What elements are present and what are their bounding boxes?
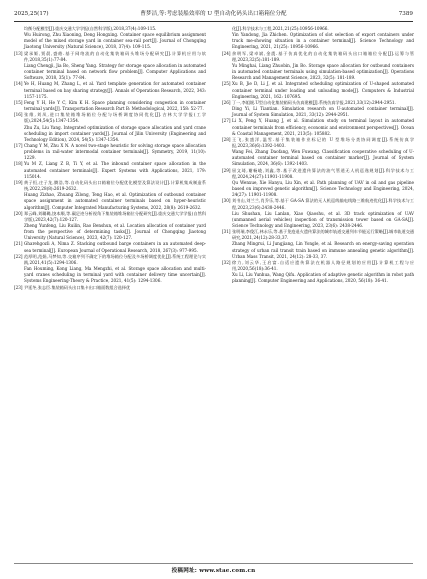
reference-text-english: Yu M Z, Liang Z B, Ti Y, et al. The inbound container space allocation in the automated container terminals[J]. Expert Systems with Applications, 2021, 179: 115014. <box>24 161 206 179</box>
reference-text-english: Gharehgozli A, Nima Z. Stacking outbound barge containers in an automated deep-sea terminal[J]. European Journal of Operational Research, 2018, 267(3): 977-995. <box>24 241 206 253</box>
running-header <box>14 9 413 22</box>
reference-text-english: Huang Zizhao, Zhuang Zilong, Teng Hao, et al. Optimization of outbound container space assignment in automated container terminals based on hyper-heuristic algorithm[J]. Computer Integrated Manufacturing Systems, 2022, 28(8): 2619-2632. <box>24 192 206 210</box>
reference-text-chinese: 王飞,张盛洋,温雪.基于集装箱作业标记的 U 型堆场分类协同调度[J].系统仿真学报,2023,36(6):1392-1403. <box>232 136 414 148</box>
reference-text-english: Liu Shushan, Liu Lanlan, Xiao Qiaoshu, et al. 3D track optimization of UAV (unmanned aerial vehicles) inspection of transmission tower based on GA-SA[J]. Science Technology and Engineering, 2023, 23(6): 2438-2446. <box>232 210 414 228</box>
reference-text-chinese: 丁一,李姐媛.U型自动化集装箱码头仿真建模[J].系统仿真学报,2021,33(12):2944-2951. <box>232 99 396 105</box>
reference-number: [19] <box>14 179 23 185</box>
reference-number: [15] <box>14 99 23 105</box>
submission-url: 投稿网址: www.stae.com.cn <box>171 568 256 574</box>
reference-entry <box>14 143 206 161</box>
reference-entry <box>222 168 414 199</box>
reference-text-chinese: 刘书山,刘兰兰,肖乔乐,等.基于 GA-SA 算法的无人机巡线输电线路三维航迹优化[J].科学技术与工程,2023,23(6):2438-2446. <box>232 198 414 210</box>
reference-entry <box>222 100 414 118</box>
reference-number: [26] <box>222 99 231 105</box>
reference-text-english: Li X, Peng Y, Huang J, et al. Simulation study on terminal layout in automated container terminals from efficiency, economic and environment perspectives[J]. Ocean & Coastal Management, 2021, 213(5): 105882. <box>232 118 414 136</box>
reference-number: [30] <box>222 198 231 204</box>
reference-entry <box>14 51 206 82</box>
reference-entry <box>14 211 206 242</box>
reference-number: [16] <box>14 112 23 118</box>
reference-text-chinese: 范厚明,范娟,马梦知,等.交箱序列不确定下的堆场箱位分配及多场桥调度优化[J].系统工程理论与实践,2021,41(5):1294-1306. <box>24 253 206 265</box>
page-number: 7389 <box>398 11 413 17</box>
reference-text-english: Fan Houming, Kong Liang, Ma Mengzhi, et al. Storage space allocation and multi-yard cranes scheduling in terminal yard with container delivery time uncertain[J]. Systems Engineering-Theory & Practice, 2021, 41(5): 1294-1306. <box>24 266 206 284</box>
reference-number: [13] <box>14 50 23 56</box>
reference-entry <box>14 81 206 99</box>
reference-number: [24] <box>222 50 231 56</box>
reference-number: [18] <box>14 161 23 167</box>
reference-number: [25] <box>222 81 231 87</box>
reference-text-english: Wu Huirong, Zhu Xiaoning, Deng Hongxing. Container space equilibrium assignment model of the mixed storage yard in container sea-rail port[J]. Journal of Chongqing Jiaotong University (Natural Science), 2018, 37(4): 109-115. <box>24 32 206 50</box>
reference-number: [20] <box>14 210 23 216</box>
reference-text-chinese: 均衡分配模型[J].重庆交通大学学报(自然科学版),2018,37(4):109-115. <box>24 26 157 31</box>
reference-number: [14] <box>14 81 23 87</box>
reference-entry <box>14 112 206 143</box>
reference-text-chinese: 张维,刘凤,进口集装箱堆场箱位分配与场桥调度协同优化[J].吉林大学学报(工学版),2024,54(5):1347-1354. <box>24 112 206 124</box>
reference-text-english: Chang Y M, Zhu X N. A novel two-stage heuristic for solving storage space allocation problems in rail-water intermodal container terminals[J]. Symmetry, 2019, 11(10): 1229. <box>24 142 206 161</box>
reference-entry <box>14 180 206 211</box>
reference-text-english: Zheng Yunfeng, Liu Ruilin, Rao Benshun, et al. Location allocation of container yard from the perspective of determining tasks[J]. Journal of Chongqing Jiaotong University (Natural Science), 2023, 42(7): 120-127. <box>24 223 206 241</box>
reference-entry <box>222 229 414 260</box>
reference-column-left <box>14 26 206 291</box>
reference-entry <box>222 198 414 229</box>
reference-text-english: Feng Y H, He Y C, Kim K H. Space planning considering congestion in container terminal yards[J]. Transportation Research Part B: Methodological, 2022, 158: 52-77. <box>24 99 206 112</box>
reference-entry <box>14 254 206 285</box>
reference-text-chinese: 张明瑞,李俊江,林永乐,等.基于免疫退火遗传算法的城市轨道交通列车节能运行策略[J].城市轨道交通研究,2021,24(12):28-33,37. <box>232 229 414 241</box>
reference-text-chinese: 化[J].科学技术与工程,2021,21(25):10956-10966. <box>232 26 329 31</box>
reference-text-english: Xu Li, Liu Yunhua, Wang Qifu. Application of adaptive genetic algorithm in robot path planning[J]. Computer Engineering and Applications, 2020, 56(18): 36-41. <box>232 272 414 284</box>
reference-text-english: Liang Chengji, Jia Bo, Sheng Yang. Strategy for storage space allocation in automated container terminal based on network flow problem[J]. Computer Applications and Software, 2018, 35(1): 77-84. <box>24 62 206 81</box>
reference-number: [28] <box>222 136 231 142</box>
reference-text-english: Ye H, Huang M, Zhang L, et al. Yard template generation for automated container terminal based on bay sharing strategy[J]. Annals of Operations Research, 2022, 343: 1157-1175. <box>24 81 206 99</box>
reference-text-chinese: 尹延冬,张志臣.集装箱码头出口集卡出口箱面数组合选择优 <box>24 284 131 290</box>
reference-text-english: Wang Fei, Zhang Daofang, Wen Fuwang. Classification cooperative scheduling of U-automated container terminal based on container marker[J]. Journal of System Simulation, 2024, 36(6): 1392-1403. <box>232 149 414 167</box>
reference-entry <box>14 100 206 112</box>
reference-text-english: Yu Minghai, Liang Zhuobin, Jin Bo. Storage space allocation for outbound containers in automated container terminals using simulation-based optimization[J]. Operations Research and Management Science, 2023, 32(5): 181-189. <box>232 62 414 81</box>
reference-text-chinese: 屈文琦,谢畅峻,刘鑫,等.基于改进遗传算法的油气管道无人机巡逸规划[J].科学技术与工程,2024,24(27):11901-11908. <box>232 167 414 179</box>
reference-text-chinese: 黄子恒,庄子龙,腾浩,等.自动化码头出口箱箱位分配优化模型及算法设计[J].计算机集成制造系统,2022,28(8):2619-2632. <box>24 179 206 192</box>
reference-number: [17] <box>14 142 23 148</box>
reference-number: [23] <box>14 284 23 290</box>
reference-text-chinese: 郑云峰,刘璐璐,饶本顺,等.碳足迹分析视角下集装箱堆场箱位分配研究[J].重庆交通大学学报(自然科学版),2023,42(7):120-127. <box>24 210 206 222</box>
reference-text-english: Qu Wenxue, Xie Hanyu, Liu Xin, et al. Path planning of UAV in oil and gas pipeline based on improved genetic algorithm[J]. Science Technology and Engineering, 2024, 24(27): 11901-11908. <box>232 179 414 198</box>
reference-text-english: Zhang Mingrui, Li Jungjiang, Lin Yongle, et al. Research on energy-saving operation strategy of urban rail transit train based on immune annealing genetic algorithm[J]. Urban Mass Transit, 2021, 24(12): 28-33, 37. <box>232 241 414 259</box>
reference-text-english: Ding Yi, Li Tiantian. Simulation research on U-automated container terminal[J]. Journal of System Simulation, 2021, 33(12): 2944-2951. <box>232 106 414 118</box>
reference-text-english: Yin Yandong, Jia Zhichen. Optimization of slot selection of export containers under truck me-showing situation in a container terminal[J]. Science Technology and Engineering, 2021, 21(25): 10956-10966. <box>232 32 414 50</box>
reference-entry <box>222 137 414 168</box>
reference-entry <box>222 81 414 99</box>
reference-entry <box>14 241 206 253</box>
reference-entry <box>14 161 206 179</box>
reference-number: [22] <box>14 253 23 259</box>
reference-number: [27] <box>222 118 231 124</box>
article-title-header: 曹梦洁,等:考虑装船效率的 U 型自动化码头出口箱箱位分配 <box>140 11 287 17</box>
reference-entry <box>14 285 206 291</box>
reference-text-chinese: 徐力,刘云华,王启富.自适应遗传算法在机器人路径规划的应用[J].计算机工程与应用,2020,56(18):36-41. <box>232 259 414 272</box>
reference-text-chinese: 梁承姬,贾晨,盛皓.基于网络流的自动化集装箱码头堆场分配研究[J].计算机应用与软件,2018,35(1):77-84. <box>24 50 206 62</box>
journal-issue: 2025,25(17) <box>14 11 49 17</box>
reference-column-right <box>222 26 414 285</box>
footer-divider <box>14 563 413 564</box>
reference-entry <box>222 260 414 285</box>
reference-number: [29] <box>222 167 231 173</box>
reference-text-english: Zhu Zu, Liu Yang. Integrated optimization of storage space allocation and yard crane scheduling in import container yards[J]. Journal of Jilin University (Engineering and Technology Edition), 2024, 54(5): 1347-1354. <box>24 124 206 142</box>
reference-entry <box>222 118 414 136</box>
reference-entry <box>14 26 206 51</box>
reference-text-chinese: 余明军,梁卓斌,金震.基于仿真优化的自动化集装箱码头出口箱箱位分配[J].运筹与管理,2023,32(5):181-189. <box>232 50 414 62</box>
reference-entry <box>222 26 414 51</box>
reference-text-english: Xu B, Jie D, Li J, et al. Integrated scheduling optimization of U-shaped automated container terminal under loading and unloading mode[J]. Computers & Industrial Engineering, 2021, 162: 107695. <box>232 81 414 99</box>
reference-number: [31] <box>222 229 231 235</box>
reference-entry <box>222 51 414 82</box>
reference-number: [32] <box>222 259 231 265</box>
reference-number: [21] <box>14 241 23 247</box>
